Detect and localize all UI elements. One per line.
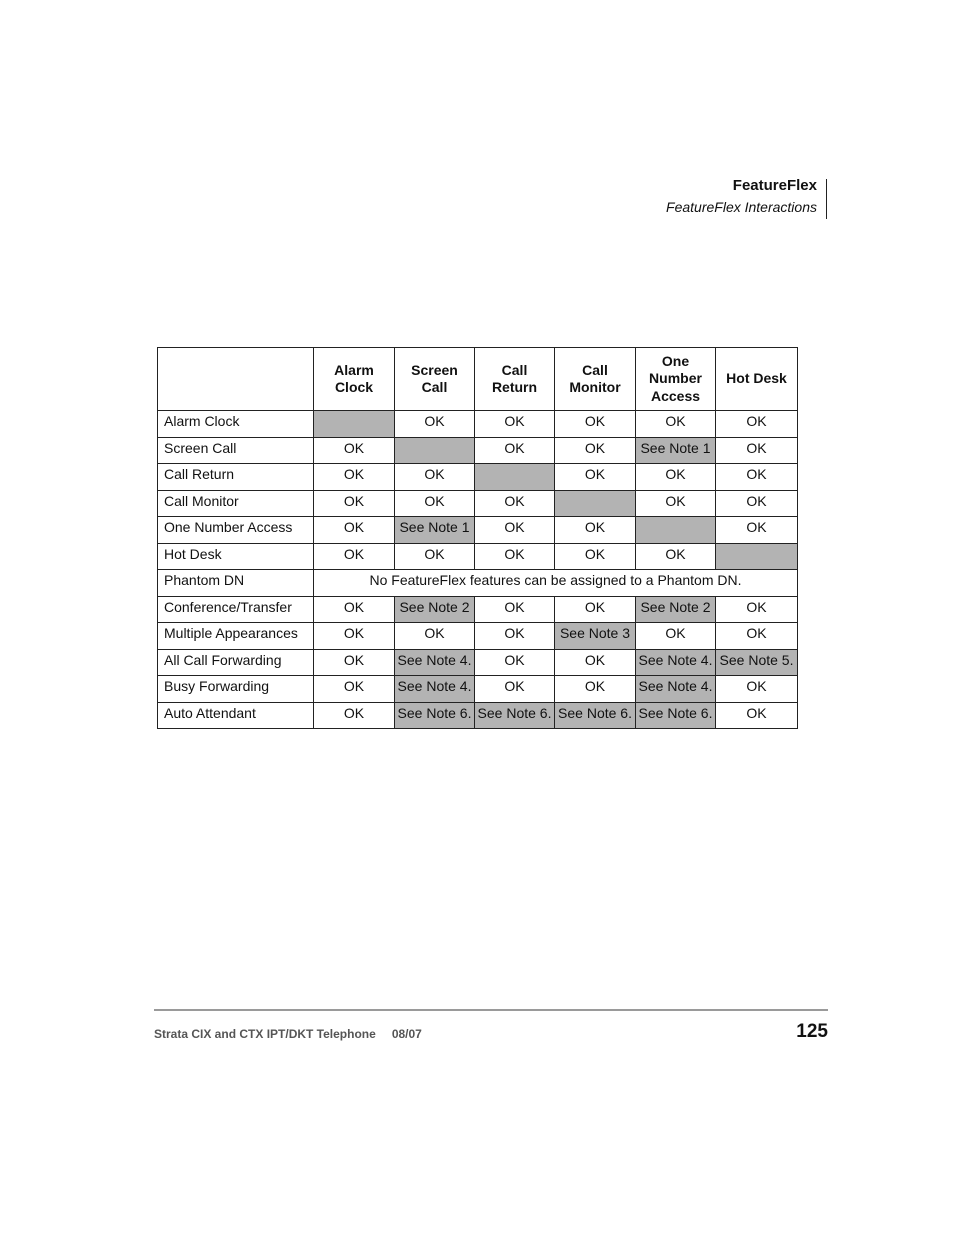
footer-rule — [154, 1009, 828, 1011]
table-cell: OK — [475, 543, 555, 570]
table-cell: OK — [636, 464, 716, 491]
row-label: Phantom DN — [158, 570, 314, 597]
table-cell: See Note 6. — [555, 702, 636, 729]
table-cell: OK — [314, 490, 395, 517]
table-cell: OK — [555, 437, 636, 464]
running-footer — [154, 1026, 422, 1042]
table-cell: OK — [314, 464, 395, 491]
row-label: Auto Attendant — [158, 702, 314, 729]
table-cell: OK — [395, 490, 475, 517]
table-cell: OK — [555, 649, 636, 676]
table-cell: OK — [716, 702, 798, 729]
table-cell: OK — [716, 517, 798, 544]
row-label: Screen Call — [158, 437, 314, 464]
table-cell — [395, 437, 475, 464]
section-subtitle: FeatureFlex Interactions — [666, 199, 817, 215]
table-cell — [555, 490, 636, 517]
table-cell: OK — [314, 596, 395, 623]
table-cell — [636, 517, 716, 544]
table-cell: OK — [555, 676, 636, 703]
row-label: Call Monitor — [158, 490, 314, 517]
table-cell: OK — [555, 543, 636, 570]
table-cell: See Note 6. — [395, 702, 475, 729]
column-header: Screen Call — [395, 348, 475, 411]
table-cell: OK — [475, 490, 555, 517]
book-title: Strata CIX and CTX IPT/DKT Telephone — [154, 1027, 376, 1041]
table-cell: OK — [636, 411, 716, 438]
table-cell: OK — [475, 437, 555, 464]
table-cell: See Note 3 — [555, 623, 636, 650]
table-cell: OK — [314, 649, 395, 676]
row-label: Busy Forwarding — [158, 676, 314, 703]
table-cell: OK — [716, 464, 798, 491]
table-cell: OK — [475, 649, 555, 676]
table-cell: OK — [555, 464, 636, 491]
table-row — [158, 596, 798, 623]
column-header: One Number Access — [636, 348, 716, 411]
table-cell: OK — [716, 411, 798, 438]
table-cell: See Note 4. — [636, 676, 716, 703]
table-cell: See Note 2 — [636, 596, 716, 623]
table-cell: See Note 4. — [636, 649, 716, 676]
table-cell: See Note 1 — [395, 517, 475, 544]
table-cell — [716, 543, 798, 570]
table-cell: OK — [716, 623, 798, 650]
table-cell: OK — [395, 411, 475, 438]
table-row — [158, 437, 798, 464]
table-cell: OK — [716, 676, 798, 703]
table-cell: OK — [636, 543, 716, 570]
table-cell — [314, 411, 395, 438]
table-cell: OK — [314, 517, 395, 544]
table-cell: OK — [636, 623, 716, 650]
table-row — [158, 543, 798, 570]
table-cell: See Note 2 — [395, 596, 475, 623]
table-cell: See Note 6. — [475, 702, 555, 729]
row-label: Alarm Clock — [158, 411, 314, 438]
header-vertical-rule — [826, 179, 827, 219]
table-cell: OK — [314, 702, 395, 729]
column-header: Alarm Clock — [314, 348, 395, 411]
column-header: Hot Desk — [716, 348, 798, 411]
feature-interaction-table — [157, 347, 798, 729]
table-cell: See Note 4. — [395, 649, 475, 676]
table-row — [158, 411, 798, 438]
table-header-row — [158, 348, 798, 411]
row-label: Hot Desk — [158, 543, 314, 570]
table-cell: OK — [475, 676, 555, 703]
table-cell: OK — [314, 623, 395, 650]
column-header: Call Monitor — [555, 348, 636, 411]
table-cell: OK — [395, 623, 475, 650]
table-row — [158, 570, 798, 597]
table-cell: OK — [716, 490, 798, 517]
table-cell — [475, 464, 555, 491]
table-cell: OK — [555, 411, 636, 438]
table-cell: OK — [555, 596, 636, 623]
row-label: Multiple Appearances — [158, 623, 314, 650]
page-number: 125 — [796, 1021, 828, 1042]
table-cell: See Note 5. — [716, 649, 798, 676]
merged-note-cell: No FeatureFlex features can be assigned to a Phantom DN. — [314, 570, 798, 597]
table-cell: OK — [475, 596, 555, 623]
column-header: Call Return — [475, 348, 555, 411]
table-row — [158, 464, 798, 491]
table-cell: OK — [475, 411, 555, 438]
table-cell: OK — [475, 517, 555, 544]
table-cell: See Note 1 — [636, 437, 716, 464]
row-label: One Number Access — [158, 517, 314, 544]
table-cell: OK — [716, 596, 798, 623]
section-title: FeatureFlex — [732, 177, 817, 194]
table-cell: See Note 6. — [636, 702, 716, 729]
table-cell: OK — [716, 437, 798, 464]
table-cell: OK — [475, 623, 555, 650]
row-label: Call Return — [158, 464, 314, 491]
table-cell: OK — [314, 437, 395, 464]
table-cell: OK — [395, 543, 475, 570]
table-row — [158, 623, 798, 650]
table-cell: OK — [314, 676, 395, 703]
row-label: Conference/Transfer — [158, 596, 314, 623]
table-row — [158, 490, 798, 517]
table-cell: OK — [395, 464, 475, 491]
running-header — [666, 176, 817, 218]
table-cell: OK — [636, 490, 716, 517]
table-row — [158, 517, 798, 544]
table-cell: See Note 4. — [395, 676, 475, 703]
corner-cell — [158, 348, 314, 411]
row-label: All Call Forwarding — [158, 649, 314, 676]
table-row — [158, 702, 798, 729]
table-row — [158, 649, 798, 676]
table-cell: OK — [314, 543, 395, 570]
table-cell: OK — [555, 517, 636, 544]
publication-date: 08/07 — [391, 1027, 422, 1041]
table-row — [158, 676, 798, 703]
